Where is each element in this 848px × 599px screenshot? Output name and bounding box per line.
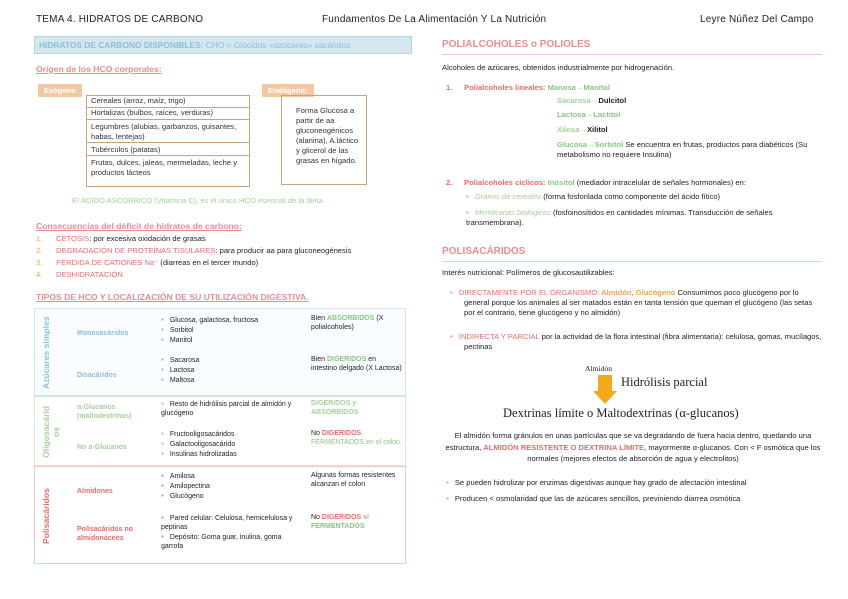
arrow-shaft [598,375,612,391]
row-note: No DIGERIDOS, FERMENTADOS en el colon. [311,430,402,446]
exogeno-tag: Exógeno [38,84,82,97]
row-note: DIGERIDOS y ABSORBIDOS [311,400,359,416]
header-center: Fundamentos De La Alimentación Y La Nutrición [322,14,547,25]
row-items: ▪ Resto de hidrólisis parcial de almidón y glucógeno [161,399,301,418]
row-name: Disacáridos [77,372,117,379]
ciclicos-item: ▪ Granos de cereales (forma fosforilada como componente del ácido fítico) [466,192,816,202]
diagram-top: Almidón [585,364,613,373]
header-left: TEMA 4. HIDRATOS DE CARBONO [36,14,204,25]
row-name: Polisacáridos no almidonáceos [77,526,134,542]
group-oligo-label: Oligosacárid os [41,405,61,459]
row-items: ▪ Glucosa, galactosa, fructosa ▪ Sorbitol ▪ Manitol [161,315,258,345]
types-title: TIPOS DE HCO Y LOCALIZACIÓN DE SU UTILIZACIÓN DIGESTIVA. [36,292,309,302]
arrow-head [593,391,617,404]
group-simple [34,308,406,396]
row-items: ▪ Amilosa ▪ Amilopectina ▪ Glucógeno [161,471,210,501]
endogeno-tag: Endógeno: [262,84,314,97]
pair-item: Xilosa→Xilitol [557,125,608,134]
endogeno-box: Forma Glucosa a partir de aa gluconeogénicos (alanina), A.láctico y glicerol de las grasas en hígado. [281,95,367,185]
deficit-item: 2. DEGRADACIÓN DE PROTEÍNAS TISULARES: para producir aa para gluconeogénesis [36,246,352,255]
exo-row-0: Cereales (arroz, maíz, trigo) [87,96,249,108]
group-simple-label: Azúcares simples [41,316,51,390]
exo-row-4: Frutas, dulces, jaleas, mermeladas, leche y productos lácteos [91,158,238,177]
ciclicos-item: ▪ Membranas biológicas (fosfoinosítidos en cantidades mínimas. Transducción de señales transmembrana). [466,208,816,228]
row-name: No α-Glucanos [77,444,127,451]
header-right: Leyre Núñez Del Campo [700,14,814,25]
deficit-item: 4. DESHIDRATACIÓN [36,270,123,279]
row-note: No DIGERIDOS si FERMENTADOS [311,514,369,530]
ciclicos-heading: 2. Polialcoholes cíclicos: Inositol (mediador intracelular de señales hormonales) en: [446,178,746,187]
diagram-result: Dextrinas límite o Maltodextrinas (α-glucanos) [503,406,739,420]
pair-item: Sacarosa→Dulcitol [557,96,627,105]
banner-subtitle: CHO = Glúcidos «azúcares» sacáridos [203,40,351,50]
deficit-list [36,234,416,282]
poly-item: ▪ DIRECTAMENTE POR EL ORGANISMO: Almidón, Glucógeno Consumimos poco glucógeno por lo general porque los animales al ser matados están en tanta tensión que queman el glucógeno (las setas por el contrario, tiene glucógeno y no almidón) [442,288,822,318]
exo-row-2: Legumbres (alubias, garbanzos, guisantes, habas, lentejas) [87,120,249,143]
row-name: Almidones [77,488,113,495]
diagram-process: Hidrólisis parcial [621,375,708,389]
final-bullet: ▪ Se pueden hidrolizar por enzimas digestivas aunque hay grado de afectación intestinal [446,478,822,488]
row-note: Bien DIGERIDOS en intestino delgado (X Lactosa) [311,356,402,372]
almidon-paragraph: El almidón forma gránulos en unas partículas que se va degradando de fuera hacia dentro, quedando una estructura, ALMIDÓN RESISTENTE O DEXTRINA LÍMITE, mayormente α-glucanos. Con < F osmótica que los normales (mejores efectos de absorción de agua y electrolitos) [445,431,821,463]
origin-title: Origen de los HCO corporales: [36,64,162,74]
polisacaridos-title: POLISACÁRIDOS [442,246,526,257]
deficit-item: 3. PÉRDIDA DE CATIONES Na⁺ (diarreas en el tercer mundo) [36,258,259,267]
final-bullet: ▪ Producen < osmolaridad que las de azúcares sencillos, previniendo diarrea osmótica [446,494,822,504]
row-name: Monosacáridos [77,330,129,337]
group-poly-label: Polisacáridos [41,488,51,544]
divider [442,261,822,262]
lineales-heading: 1. Polialcoholes lineales: Manosa→Manitol [446,83,611,92]
exogeno-box [86,95,250,187]
row-items: ▪ Fructooligosacáridos ▪ Galactooligosacárido ▪ Insulinas hidrolizadas [161,429,237,459]
row-items: ▪ Sacarosa ▪ Lactosa ▪ Maltosa [161,355,199,385]
polisacaridos-intro: Interés nutricional: Polímeros de glucosautilizables: [442,268,615,277]
row-note: Algunas formas resistentes alcanzan el colon [311,472,396,488]
poly-item: ▪ INDIRECTA Y PARCIAL por la actividad de la flora intestinal (fibra alimentaria): celulosa, gomas, mucílagos, pectinas [442,332,822,352]
row-items: ▪ Pared celular: Celulosa, hemicelulosa y peptinas ▪ Depósito: Goma guar, inulina, goma garrofa [161,513,301,551]
origin-note: El ÁCIDO ASCÓRBICO (Vitamina C), es el único HCO esencial de la dieta [72,196,323,205]
divider [442,54,822,55]
deficit-item: 1. CETOSIS: por excesiva oxidación de grasas [36,234,206,243]
pair-item: Glucosa→Sorbitol Se encuentra en frutas, productos para diabéticos (Su metabolismo no requiere Insulina) [557,140,808,159]
banner-title: HIDRATOS DE CARBONO DISPONIBLES: [39,40,204,50]
title-banner [34,36,412,54]
pair-item: Lactosa→Lactitol [557,110,621,119]
row-name: α-Glucanos (maltodextrinas) [77,404,132,420]
group-poly [34,466,406,564]
row-note: Bien ABSORBIDOS (X polialcoholes) [311,315,384,331]
polialcoholes-intro: Alcoholes de azúcares, obtenidos industrialmente por hidrogenación. [442,63,675,72]
group-oligo [34,396,406,466]
deficit-title: Consecuencias del déficit de hidratos de carbono: [36,221,242,231]
exo-row-3: Tubérculos (patatas) [87,143,249,156]
down-arrow-icon [593,375,617,405]
polialcoholes-title: POLIALCOHOLES o POLIOLES [442,39,591,50]
exo-row-1: Hortalizas (bulbos, raíces, verduras) [87,108,249,120]
